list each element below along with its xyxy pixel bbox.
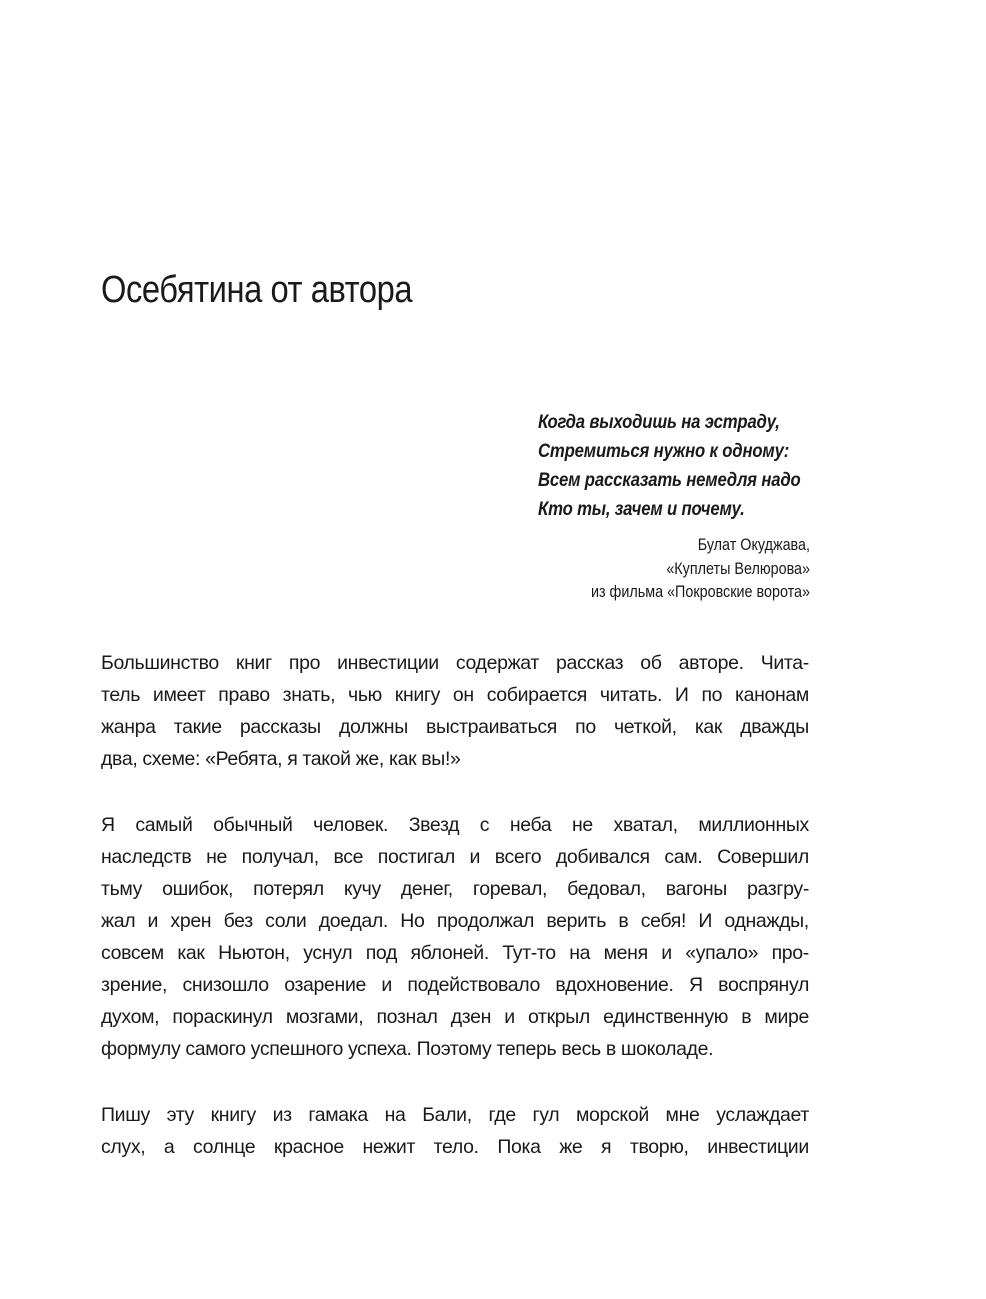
word: денег, xyxy=(400,878,453,900)
word: в xyxy=(605,1038,616,1060)
text-line xyxy=(101,841,809,873)
word: Чита- xyxy=(760,652,809,674)
epigraph-verse xyxy=(538,408,810,524)
word: как xyxy=(388,748,417,770)
word: рассказ xyxy=(555,652,624,674)
text-line xyxy=(101,969,809,1001)
word: самого xyxy=(185,1038,246,1060)
word: мозгами, xyxy=(285,1006,364,1028)
page-title: Осебятина от автора xyxy=(101,269,413,311)
epigraph-line: Когда выходишь на эстраду, xyxy=(538,412,780,433)
word: же, xyxy=(355,748,384,770)
text-line xyxy=(101,647,809,679)
word: успешного xyxy=(250,1038,343,1060)
word: познал xyxy=(376,1006,438,1028)
word: однажды, xyxy=(724,910,809,932)
text-line xyxy=(101,1001,809,1033)
word: книг xyxy=(235,652,272,674)
word: хрен xyxy=(170,910,212,932)
word: Бали, xyxy=(422,1104,472,1126)
word: инвестиции xyxy=(337,652,439,674)
text-line xyxy=(101,679,809,711)
word: всего xyxy=(494,846,542,868)
word: человек. xyxy=(313,814,389,836)
word: он xyxy=(452,684,474,706)
word: и xyxy=(504,1006,515,1028)
word: и xyxy=(381,974,392,996)
word: солнце xyxy=(193,1136,256,1158)
word: гамака xyxy=(308,1104,368,1126)
word: слух, xyxy=(101,1136,146,1158)
word: мире xyxy=(764,1006,809,1028)
word: и xyxy=(661,942,672,964)
word: Пишу xyxy=(101,1104,150,1126)
word: формулу xyxy=(101,1038,181,1060)
word: обычный xyxy=(213,814,293,836)
word: из xyxy=(272,1104,292,1126)
word: добивался xyxy=(555,846,650,868)
word: Я xyxy=(101,814,115,836)
word: эту xyxy=(166,1104,194,1126)
word: творю, xyxy=(629,1136,689,1158)
word: снизошло xyxy=(182,974,269,996)
word: имеет xyxy=(152,684,206,706)
epigraph-line: Кто ты, зачем и почему. xyxy=(538,499,745,520)
word: выстраиваться xyxy=(425,716,558,738)
word: Но xyxy=(400,910,425,932)
word: дзен xyxy=(450,1006,492,1028)
word: продолжал xyxy=(436,910,534,932)
word: яблоней. xyxy=(410,942,489,964)
word: кучу xyxy=(343,878,381,900)
text-line xyxy=(101,711,809,743)
word: я xyxy=(601,1136,612,1158)
word: «упало» xyxy=(685,942,759,964)
word: как xyxy=(694,716,723,738)
word: сам. xyxy=(664,846,703,868)
word: воспрянул xyxy=(718,974,809,996)
word: хватал, xyxy=(613,814,678,836)
word: меня xyxy=(603,942,648,964)
word: духом, xyxy=(101,1006,160,1028)
word: авторе. xyxy=(678,652,744,674)
word: уснул xyxy=(303,942,353,964)
word: в xyxy=(741,1006,752,1028)
word: единственную xyxy=(603,1006,728,1028)
word: верить xyxy=(546,910,607,932)
word: инвестиции xyxy=(707,1136,809,1158)
word: содержат xyxy=(455,652,539,674)
word: про- xyxy=(771,942,809,964)
word: разгру- xyxy=(747,878,809,900)
word: тьму xyxy=(101,878,143,900)
text-line xyxy=(101,1099,809,1131)
word: по xyxy=(575,716,596,738)
paragraph-2 xyxy=(101,809,809,1065)
epigraph xyxy=(538,408,810,605)
word: вагоны xyxy=(665,878,727,900)
word: Тут-то xyxy=(502,942,556,964)
word: наследств xyxy=(101,846,192,868)
text-line xyxy=(101,937,809,969)
word: рассказы xyxy=(239,716,321,738)
word: два, xyxy=(101,748,138,770)
word: теперь xyxy=(496,1038,557,1060)
text-line xyxy=(101,743,809,775)
word: постигал xyxy=(377,846,455,868)
word: канонам xyxy=(735,684,809,706)
word: услаждает xyxy=(716,1104,809,1126)
word: дважды xyxy=(740,716,809,738)
word: не xyxy=(571,814,593,836)
word: Большинство xyxy=(101,652,219,674)
word: же xyxy=(559,1136,583,1158)
paragraph-3 xyxy=(101,1099,809,1163)
epigraph-attribution xyxy=(538,534,810,605)
word: и xyxy=(147,910,159,932)
word: жанра xyxy=(101,716,156,738)
word: себя! xyxy=(640,910,687,932)
word: Ньютон, xyxy=(218,942,290,964)
word: право xyxy=(218,684,270,706)
attribution-source: из фильма «Покровские ворота» xyxy=(590,583,810,601)
word: шоколаде. xyxy=(620,1038,714,1060)
word: на xyxy=(384,1104,406,1126)
word: мне xyxy=(665,1104,700,1126)
epigraph-line: Всем рассказать немедля надо xyxy=(538,470,801,491)
word: доедал. xyxy=(318,910,388,932)
word: вы!» xyxy=(421,748,461,770)
word: миллионных xyxy=(698,814,809,836)
word: соли xyxy=(265,910,307,932)
text-line xyxy=(101,873,809,905)
word: Поэтому xyxy=(416,1038,492,1060)
word: как xyxy=(177,942,205,964)
word: зрение, xyxy=(101,974,168,996)
word: И xyxy=(674,684,689,706)
word: И xyxy=(698,910,713,932)
word: «Ребята, xyxy=(205,748,283,770)
text-line xyxy=(101,905,809,937)
word: без xyxy=(223,910,253,932)
attribution-song: «Куплеты Велюрова» xyxy=(666,559,810,578)
word: где xyxy=(488,1104,516,1126)
word: книгу xyxy=(394,684,441,706)
word: в xyxy=(618,910,629,932)
word: открыл xyxy=(527,1006,590,1028)
word: бедовал, xyxy=(567,878,646,900)
body-text xyxy=(101,647,809,1197)
word: я xyxy=(287,748,298,770)
word: а xyxy=(163,1136,175,1158)
word: вдохновение. xyxy=(555,974,674,996)
word: успеха. xyxy=(347,1038,412,1060)
word: весь xyxy=(561,1038,601,1060)
word: читать. xyxy=(599,684,663,706)
word: четкой, xyxy=(613,716,677,738)
word: такие xyxy=(173,716,222,738)
word: книгу xyxy=(210,1104,256,1126)
word: не xyxy=(206,846,228,868)
word: об xyxy=(640,652,662,674)
epigraph-line: Стремиться нужно к одному: xyxy=(538,441,790,462)
word: и xyxy=(469,846,481,868)
word: знать, xyxy=(282,684,336,706)
word: с xyxy=(479,814,490,836)
word: потерял xyxy=(253,878,324,900)
word: морской xyxy=(575,1104,649,1126)
word: подействовало xyxy=(407,974,540,996)
word: про xyxy=(288,652,321,674)
word: должны xyxy=(338,716,408,738)
word: собирается xyxy=(486,684,587,706)
word: тело. xyxy=(433,1136,479,1158)
attribution-author: Булат Окуджава, xyxy=(697,536,810,554)
word: под xyxy=(365,942,398,964)
word: Совершил xyxy=(717,846,809,868)
word: получал, xyxy=(241,846,319,868)
text-line xyxy=(101,809,809,841)
word: схеме: xyxy=(142,748,201,770)
word: Я xyxy=(689,974,703,996)
word: по xyxy=(701,684,723,706)
word: неба xyxy=(509,814,552,836)
text-line xyxy=(101,1131,809,1163)
word: горевал, xyxy=(472,878,548,900)
text-line xyxy=(101,1033,809,1065)
word: жал xyxy=(101,910,136,932)
word: пораскинул xyxy=(172,1006,273,1028)
word: красное xyxy=(273,1136,344,1158)
word: на xyxy=(569,942,591,964)
word: Звезд xyxy=(408,814,460,836)
word: ошибок, xyxy=(162,878,234,900)
word: гул xyxy=(532,1104,560,1126)
word: нежит xyxy=(362,1136,416,1158)
word: все xyxy=(333,846,364,868)
word: совсем xyxy=(101,942,164,964)
word: такой xyxy=(302,748,351,770)
word: озарение xyxy=(284,974,366,996)
word: тель xyxy=(101,684,141,706)
paragraph-1 xyxy=(101,647,809,775)
word: самый xyxy=(135,814,193,836)
word: чью xyxy=(348,684,382,706)
word: Пока xyxy=(497,1136,541,1158)
